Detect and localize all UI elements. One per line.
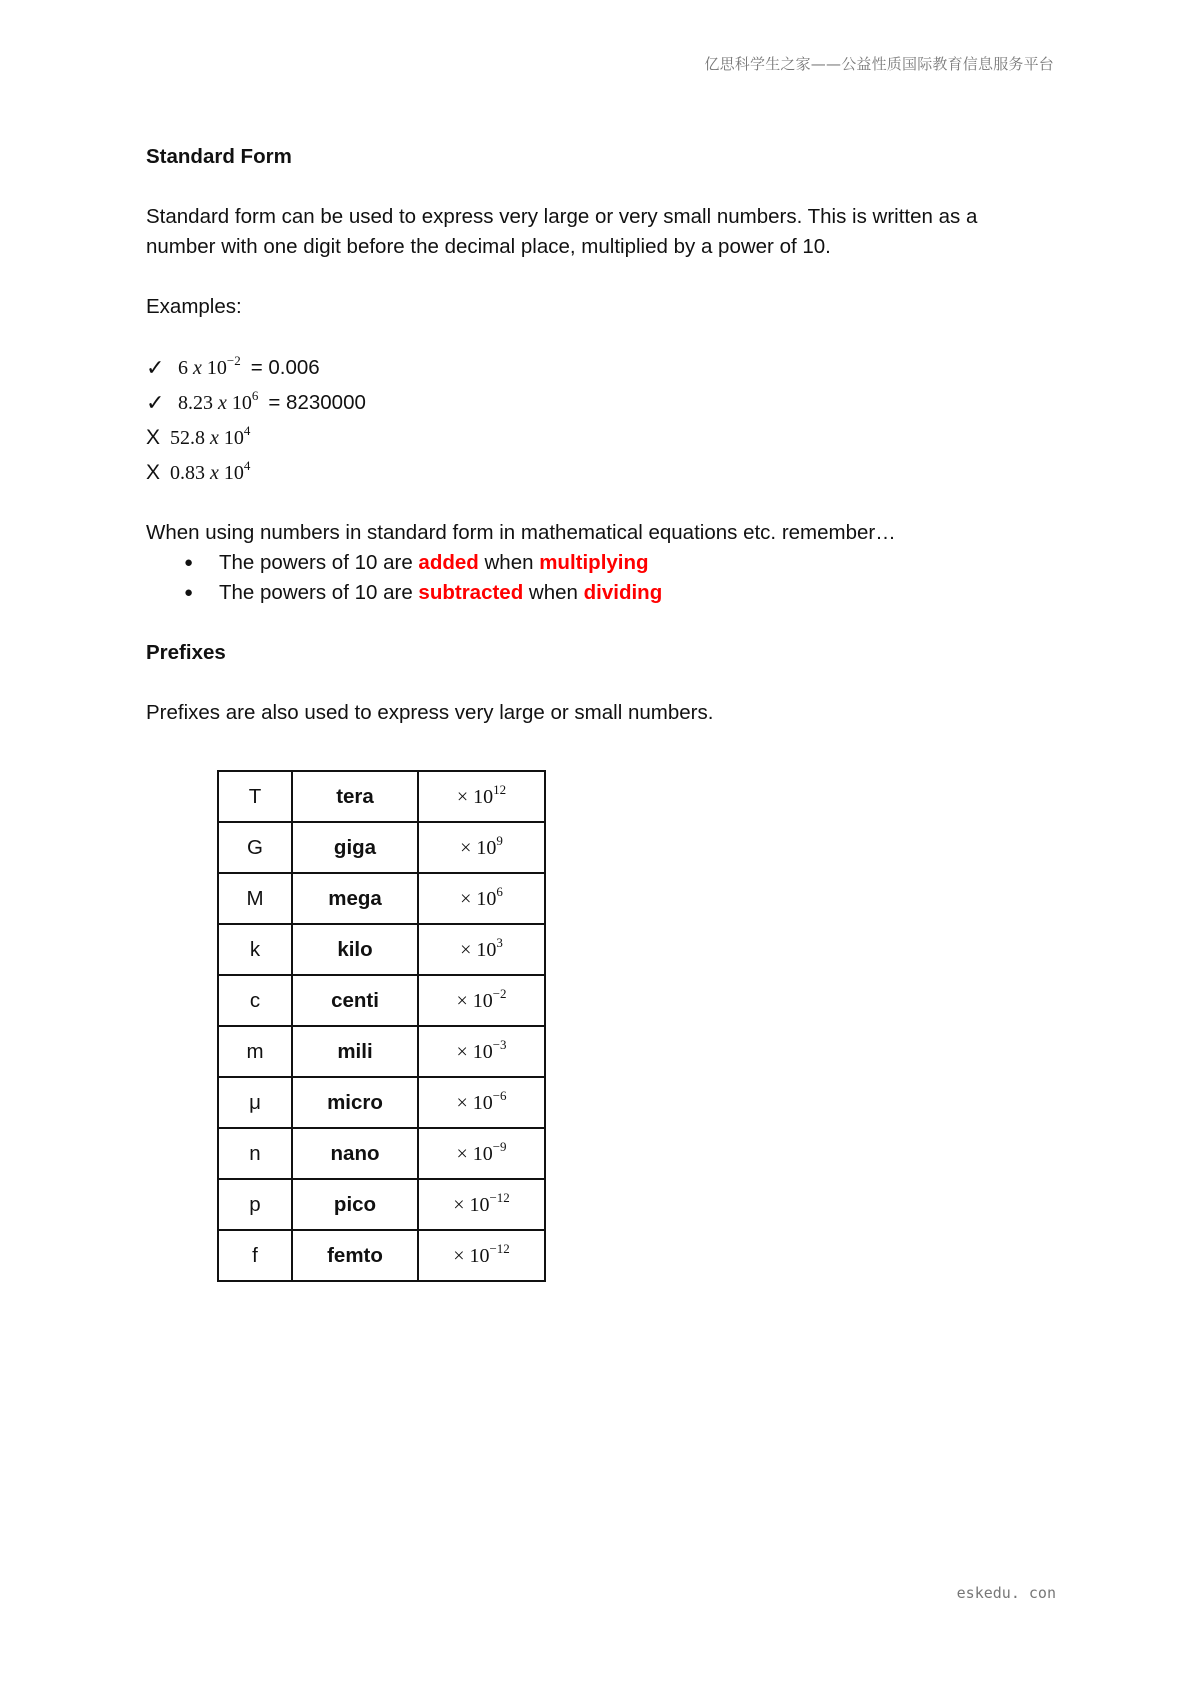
table-row: [218, 1026, 545, 1077]
prefix-symbol: G: [218, 822, 292, 873]
cross-mark-icon: X: [146, 425, 161, 449]
example-result: = 8230000: [268, 390, 366, 414]
examples-label: Examples:: [146, 295, 242, 318]
prefix-name: tera: [292, 771, 418, 822]
prefix-name: femto: [292, 1230, 418, 1281]
prefixes-intro: Prefixes are also used to express very large or small numbers.: [146, 701, 714, 724]
prefix-name: giga: [292, 822, 418, 873]
prefix-symbol: p: [218, 1179, 292, 1230]
prefix-multiplier: × $10^{-6}$: [418, 1077, 545, 1128]
prefix-multiplier: × $10^{-12}$: [418, 1230, 545, 1281]
prefix-table: [217, 770, 546, 1282]
standard-form-intro-line-2: number with one digit before the decimal place, multiplied by a power of 10.: [146, 235, 831, 258]
example-expression: 8.23 x $10^6$: [178, 387, 259, 414]
example-expression: 6 x $10^{-2}$: [178, 352, 241, 379]
highlight-multiplying: multiplying: [539, 551, 649, 574]
prefix-multiplier: × $10^{12}$: [418, 771, 545, 822]
rules-list: [146, 548, 1066, 608]
highlight-dividing: dividing: [583, 581, 663, 604]
page-footer: eskedu. con: [956, 1584, 1056, 1602]
table-row: [218, 1128, 545, 1179]
example-row: [146, 455, 1066, 490]
table-row: [218, 873, 545, 924]
remember-line: When using numbers in standard form in mathematical equations etc. remember…: [146, 521, 896, 544]
prefix-multiplier: × $10^3$: [418, 924, 545, 975]
prefix-multiplier: × $10^{-12}$: [418, 1179, 545, 1230]
page-header: 亿思科学生之家——公益性质国际教育信息服务平台: [704, 55, 1054, 73]
example-expression: 52.8 x $10^4$: [170, 422, 251, 449]
highlight-added: added: [418, 551, 479, 574]
table-row: [218, 1077, 545, 1128]
prefix-name: centi: [292, 975, 418, 1026]
standard-form-intro-line-1: Standard form can be used to express very large or very small numbers. This is written as a: [146, 205, 978, 228]
table-row: [218, 975, 545, 1026]
bullet-icon: ●: [184, 584, 194, 601]
table-row: [218, 924, 545, 975]
list-item: ● The powers of 10 are added when multiplying: [146, 548, 1066, 578]
prefix-name: mega: [292, 873, 418, 924]
prefix-symbol: n: [218, 1128, 292, 1179]
prefix-symbol: μ: [218, 1077, 292, 1128]
prefix-multiplier: × $10^{-3}$: [418, 1026, 545, 1077]
prefix-name: mili: [292, 1026, 418, 1077]
prefix-name: nano: [292, 1128, 418, 1179]
document-body: [146, 142, 1066, 728]
prefix-symbol: T: [218, 771, 292, 822]
prefix-symbol: f: [218, 1230, 292, 1281]
prefix-multiplier: × $10^{-9}$: [418, 1128, 545, 1179]
prefix-symbol: k: [218, 924, 292, 975]
prefix-symbol: c: [218, 975, 292, 1026]
prefix-multiplier: × $10^6$: [418, 873, 545, 924]
table-row: [218, 771, 545, 822]
prefix-name: pico: [292, 1179, 418, 1230]
prefix-multiplier: × $10^9$: [418, 822, 545, 873]
cross-mark-icon: X: [146, 460, 161, 484]
example-row: [146, 350, 1066, 385]
list-item: ● The powers of 10 are subtracted when dividing: [146, 578, 1066, 608]
standard-form-heading: Standard Form: [146, 145, 292, 168]
table-row: [218, 1179, 545, 1230]
table-row: [218, 822, 545, 873]
prefix-name: kilo: [292, 924, 418, 975]
check-mark-icon: ✓: [146, 389, 165, 415]
prefix-symbol: M: [218, 873, 292, 924]
table-row: [218, 1230, 545, 1281]
example-expression: 0.83 x $10^4$: [170, 457, 251, 484]
prefix-multiplier: × $10^{-2}$: [418, 975, 545, 1026]
highlight-subtracted: subtracted: [418, 581, 524, 604]
check-mark-icon: ✓: [146, 354, 165, 380]
bullet-icon: ●: [184, 554, 194, 571]
prefix-symbol: m: [218, 1026, 292, 1077]
example-row: [146, 420, 1066, 455]
prefixes-heading: Prefixes: [146, 641, 226, 664]
example-result: = 0.006: [250, 355, 320, 379]
prefix-name: micro: [292, 1077, 418, 1128]
example-row: [146, 385, 1066, 420]
